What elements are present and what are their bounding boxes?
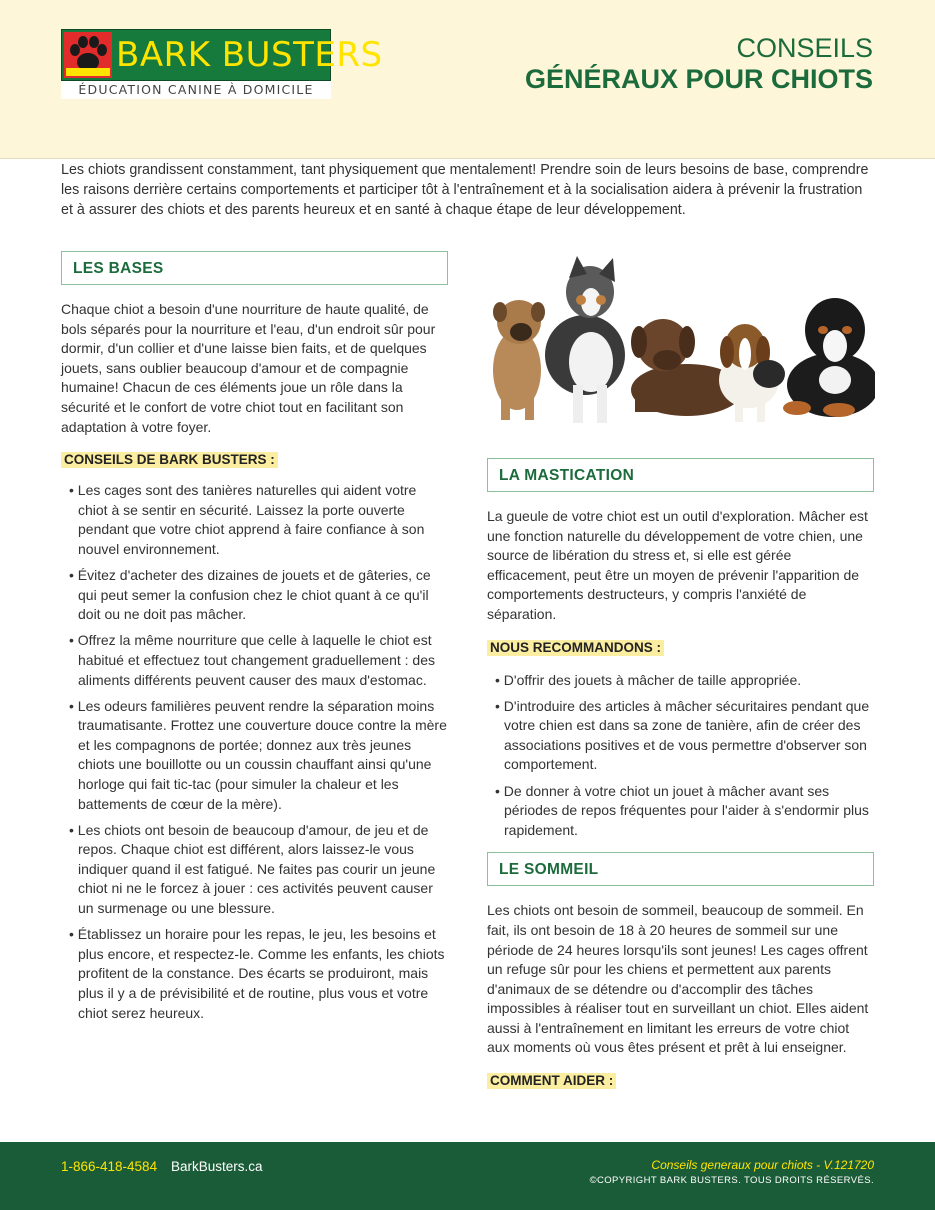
section-heading-sleep: LE SOMMEIL <box>487 852 874 886</box>
chewing-tips-list <box>487 671 874 841</box>
page-footer <box>0 1142 935 1210</box>
intro-paragraph: Les chiots grandissent constamment, tant physiquement que mentalement! Prendre soin de leurs besoins de base, comprendre les raisons derrière certains comportements et participer tôt à l'entraînement et à la socialisation aidera à prévenir la frustration et à assurer des chiots et des parents heureux et en santé à chaque étape de leur développement. <box>61 162 869 218</box>
page-title-line2: GÉNÉRAUX POUR CHIOTS <box>524 64 873 94</box>
footer-phone[interactable]: 1-866-418-4584 <box>61 1159 158 1174</box>
list-item: • D'introduire des articles à mâcher sécuritaires pendant que votre chien est dans sa zone de tanière, afin de créer des associations positives et de vous permettre d'observer son comportement. <box>487 697 874 775</box>
left-column <box>61 251 448 1030</box>
paw-icon <box>64 32 112 78</box>
sleep-paragraph: Les chiots ont besoin de sommeil, beaucoup de sommeil. En fait, ils ont besoin de 18 à 20 heures de sommeil sur une période de 24 heures lorsqu'ils sont jeunes! Les cages offrent un refuge sûr pour les chiens et permettent aux parents d'animaux de se détendre ou d'accomplir des tâches impossibles à réaliser tout en surveillant un chiot. Elles aident aussi à l'entraînement en limitant les erreurs de votre chiot aux moments où vous êtes présent et prêt à lui enseigner. <box>487 902 869 1056</box>
list-item: • Les chiots ont besoin de beaucoup d'amour, de jeu et de repos. Chaque chiot est différent, alors laissez-le vous indiquer quand il est fatigué. Ne faites pas courir un jeune chiot ni ne le forcez à jouer : ces activités peuvent causer un surmenage ou une blessure. <box>61 821 448 919</box>
sleep-tips-label: COMMENT AIDER : <box>487 1073 616 1089</box>
bases-tips-label-wrap <box>61 451 448 469</box>
footer-copyright: ©COPYRIGHT BARK BUSTERS. TOUS DROITS RÉSERVÉS. <box>589 1175 874 1186</box>
logo-banner <box>61 29 383 81</box>
bases-tips-list <box>61 481 448 1023</box>
bark-busters-logo <box>61 29 383 99</box>
section-heading-chewing: LA MASTICATION <box>487 458 874 492</box>
footer-document-name: Conseils generaux pour chiots - V.121720 <box>651 1158 874 1172</box>
list-item: • D'offrir des jouets à mâcher de taille appropriée. <box>487 671 874 691</box>
list-item: • Offrez la même nourriture que celle à laquelle le chiot est habitué et effectuez tout changement graduellement : des aliments différents peuvent causer des maux d'estomac. <box>61 631 448 690</box>
chewing-tips-label: NOUS RECOMMANDONS : <box>487 640 664 656</box>
sleep-tips-label-wrap <box>487 1072 874 1090</box>
list-item: • Évitez d'acheter des dizaines de jouets et de gâteries, ce qui peut semer la confusion chez le chiot quant à ce qu'il doit ou ne doit pas mâcher. <box>61 566 448 625</box>
bases-tips-label: CONSEILS DE BARK BUSTERS : <box>61 452 278 468</box>
page-title-line1: CONSEILS <box>736 33 873 63</box>
list-item: • Établissez un horaire pour les repas, le jeu, les besoins et plus encore, et respectez-le. Comme les enfants, les chiots profitent de la constance. Des écarts se produiront, mais plus il y a de prévisibilité et de routine, plus vous et votre chiot serez heureux. <box>61 925 448 1023</box>
list-item: • Les cages sont des tanières naturelles qui aident votre chiot à se sentir en sécurité. Laissez la porte ouverte pendant que votre chiot apprend à faire confiance à son nouvel environnement. <box>61 481 448 559</box>
section-heading-bases: LES BASES <box>61 251 448 285</box>
chewing-tips-label-wrap <box>487 639 874 657</box>
list-item: • Les odeurs familières peuvent rendre la séparation moins traumatisante. Frottez une couverture douce contre la mère et les compagnons de portée; donnez aux très jeunes chiots une bouillotte ou un coussin chauffant ainsi qu'une horloge qui fait tic-tac (pour simuler la chaleur et les battements de cœur de la mère). <box>61 697 448 815</box>
footer-website-link[interactable]: BarkBusters.ca <box>171 1159 263 1174</box>
right-column <box>487 458 874 1090</box>
puppies-photo <box>487 250 875 430</box>
bases-paragraph: Chaque chiot a besoin d'une nourriture de haute qualité, de bols séparés pour la nourriture et l'eau, d'un endroit sûr pour dormir, d'un collier et d'une laisse bien faits, et de quelques jouets, sans oublier beaucoup d'amour et de compagnie humaine! Chacun de ces éléments joue un rôle dans la sécurité et le confort de votre chiot tout en facilitant son adaptation à votre foyer. <box>61 301 436 435</box>
list-item: • De donner à votre chiot un jouet à mâcher avant ses périodes de repos fréquentes pour l'aider à s'endormir plus rapidement. <box>487 782 874 841</box>
page-header <box>0 0 935 159</box>
logo-tagline: ÉDUCATION CANINE À DOMICILE <box>61 81 331 99</box>
chewing-paragraph: La gueule de votre chiot est un outil d'exploration. Mâcher est une fonction naturelle du développement de votre chien, une source de libération du stress et, si elle est gérée efficacement, peut être un moyen de prévenir l'apparition de comportements destructeurs, y compris l'anxiété de séparation. <box>487 508 868 622</box>
logo-name: BARK BUSTERS <box>116 35 383 75</box>
